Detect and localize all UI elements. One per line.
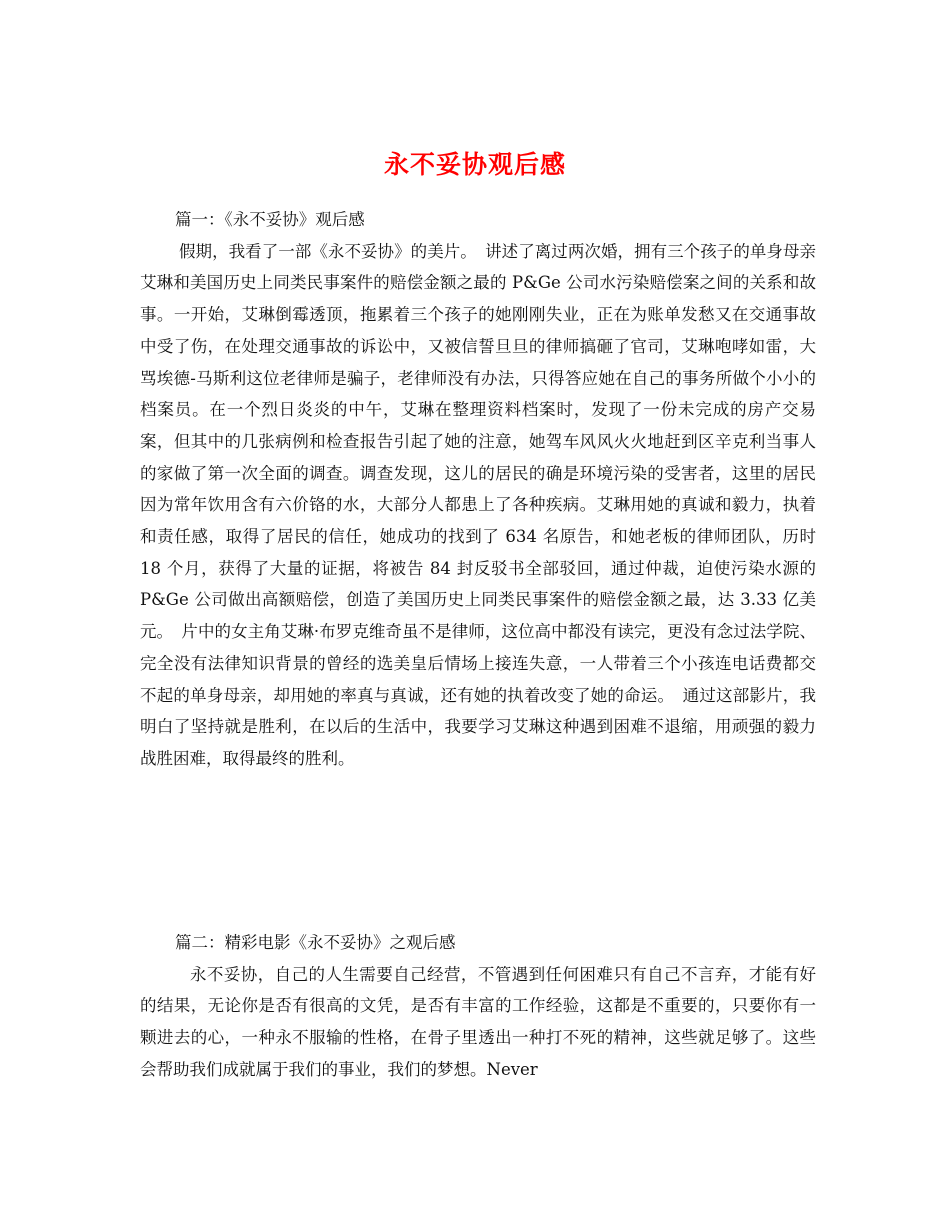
document-title: 永不妥协观后感 <box>383 149 566 179</box>
section-2-heading: 篇二：精彩电影《永不妥协》之观后感 <box>175 933 456 952</box>
section-1-heading: 篇一：《永不妥协》观后感 <box>175 210 365 229</box>
section-2-paragraph: 永不妥协，自己的人生需要自己经营，不管遇到任何困难只有自己不言弃，才能有好的结果，无论你是否有很高的文凭，是否有丰富的工作经验，这都是不重要的，只要你有一颗进去的心，一种永不服输的性格，在骨子里透出一种打不死的精神，这些就足够了。这些会帮助我们成就属于我们的事业，我们的梦想。Never <box>140 964 816 1079</box>
section-1-paragraph: 假期，我看了一部《永不妥协》的美片。 讲述了离过两次婚，拥有三个孩子的单身母亲艾琳和美国历史上同类民事案件的赔偿金额之最的 P&Ge 公司水污染赔偿案之间的关系和故事。一开始，艾琳倒霉透顶，拖累着三个孩子的她刚刚失业，正在为账单发愁又在交通事故中受了伤，在处理交通事故的诉讼中，又被信誓旦旦的律师搞砸了官司，艾琳咆哮如雷，大骂埃德-马斯利这位老律师是骗子，老律师没有办法，只得答应她在自己的事务所做个小小的档案员。在一个烈日炎炎的中午，艾琳在整理资料档案时，发现了一份未完成的房产交易案，但其中的几张病例和检查报告引起了她的注意，她驾车风风火火地赶到区辛克利当事人的家做了第一次全面的调查。调查发现，这儿的居民的确是环境污染的受害者，这里的居民因为常年饮用含有六价铬的水，大部分人都患上了各种疾病。艾琳用她的真诚和毅力，执着和责任感，取得了居民的信任，她成功的找到了 634 名原告，和她老板的律师团队，历时 18 个月，获得了大量的证据，将被告 84 封反驳书全部驳回，通过仲裁，迫使污染水源的 P&Ge 公司做出高额赔偿，创造了美国历史上同类民事案件的赔偿金额之最，达 3.33 亿美元。 片中的女主角艾琳·布罗克维奇虽不是律师，这位高中都没有读完，更没有念过法学院、完全没有法律知识背景的曾经的选美皇后情场上接连失意，一人带着三个小孩连电话费都交不起的单身母亲，却用她的率真与真诚，还有她的执着改变了她的命运。 通过这部影片，我明白了坚持就是胜利，在以后的生活中，我要学习艾琳这种遇到困难不退缩，用顽强的毅力战胜困难，取得最终的胜利。 <box>140 241 816 768</box>
section-1 <box>140 204 816 775</box>
section-2 <box>140 927 816 1086</box>
